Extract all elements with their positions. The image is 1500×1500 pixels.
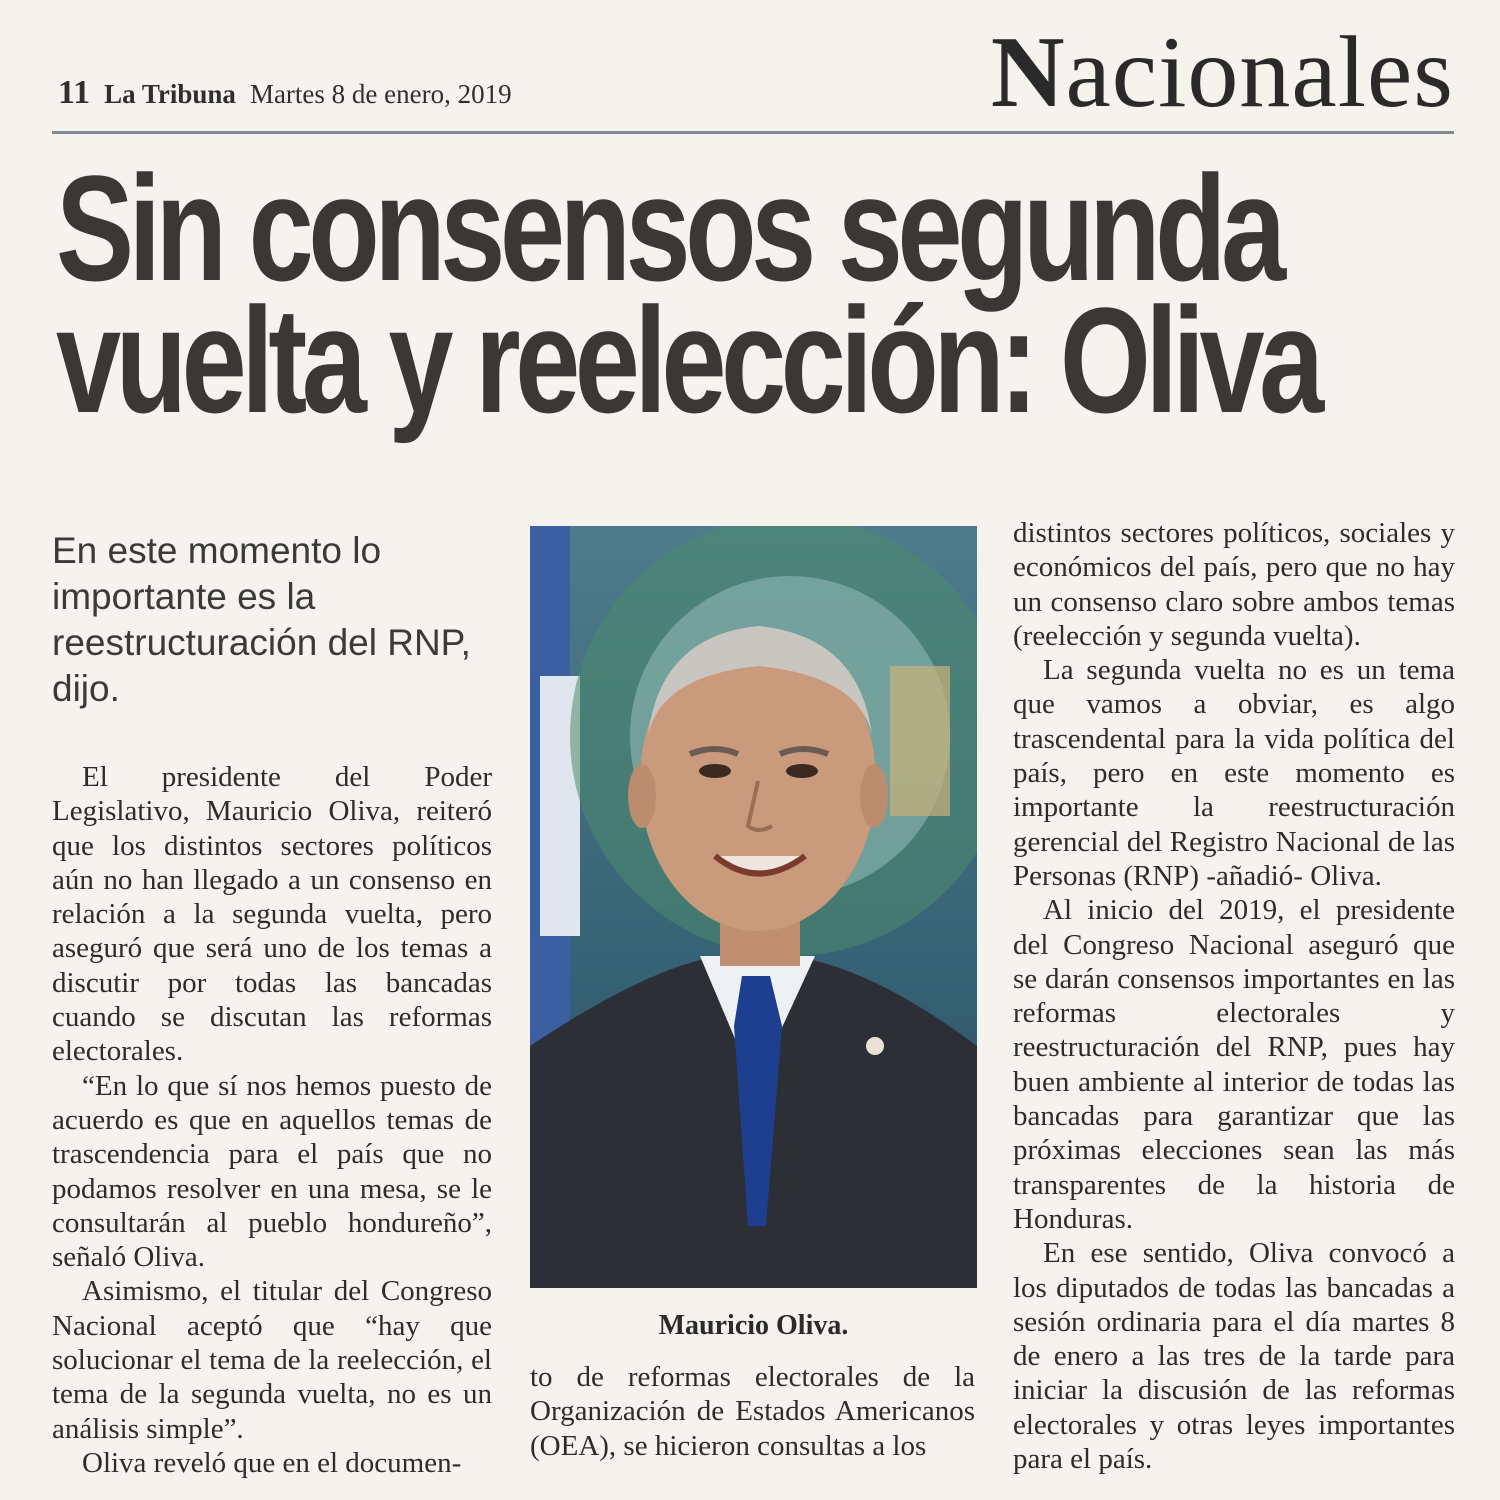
headline-line-2: vuelta y reelección: Oliva bbox=[56, 276, 1319, 444]
publication-name: La Tribuna bbox=[104, 79, 236, 109]
subheadline: En este momento lo importante es la reestructuración del RNP, dijo. bbox=[52, 530, 471, 709]
column-3 bbox=[1013, 516, 1455, 1476]
headline-line-1: Sin consensos segunda bbox=[56, 144, 1281, 312]
headline bbox=[56, 144, 1319, 444]
portrait-photo bbox=[530, 526, 977, 1288]
paragraph: Oliva reveló que en el documen- bbox=[82, 1446, 462, 1479]
paragraph: Al inicio del 2019, el presidente del Congreso Nacional aseguró que se darán consensos importantes en las reformas electorales y reestructuración del RNP, pues hay buen ambiente al interior de todas las bancadas para garantizar que las próximas elecciones sean las más transparentes de la historia de Honduras. bbox=[1013, 894, 1455, 1235]
paragraph: En ese sentido, Oliva convocó a los diputados de todas las bancadas a sesión ordinaria para el día martes 8 de enero a las tres de la tarde para iniciar la discusión de las reformas electorales y otras leyes importantes para el país. bbox=[1013, 1237, 1455, 1476]
photo-caption: Mauricio Oliva. bbox=[658, 1310, 849, 1341]
paragraph: El presidente del Poder Legislativo, Mauricio Oliva, reiteró que los distintos sectores políticos aún no han llegado a un consenso en relación a la segunda vuelta, pero aseguró que será uno de los temas a discutir por todas las bancadas cuando se discutan las reformas electorales. bbox=[52, 761, 492, 1068]
paragraph: Asimismo, el titular del Congreso Nacional aceptó que “hay que solucionar el tema de la reelección, el tema de la segunda vuelta, no es un análisis simple”. bbox=[52, 1275, 492, 1445]
portrait-illustration bbox=[530, 526, 977, 1288]
section-rest: acionales bbox=[1065, 16, 1454, 129]
column-1 bbox=[52, 760, 492, 1480]
section-initial: N bbox=[990, 16, 1066, 129]
paragraph: “En lo que sí nos hemos puesto de acuerdo es que en aquellos temas de trascendencia para el país que no podamos resolver en una mesa, se le consultarán al pueblo hondureño”, señaló Oliva. bbox=[52, 1069, 492, 1274]
section-title bbox=[990, 16, 1454, 129]
column-2 bbox=[530, 1360, 975, 1463]
publication-date: Martes 8 de enero, 2019 bbox=[249, 79, 512, 109]
page-number: 11 bbox=[58, 74, 91, 111]
page-header bbox=[58, 74, 512, 112]
header-rule bbox=[52, 131, 1454, 134]
paragraph: La segunda vuelta no es un tema que vamos a obviar, es algo trascendental para la vida política del país, pero en este momento es importante la reestructuración gerencial del Registro Nacional de las Personas (RNP) -añadió- Oliva. bbox=[1013, 654, 1455, 892]
paragraph: to de reformas electorales de la Organización de Estados Americanos (OEA), se hicieron consultas a los bbox=[530, 1361, 975, 1462]
paragraph-continued: distintos sectores políticos, sociales y económicos del país, pero que no hay un consenso claro sobre ambos temas (reelección y segunda vuelta). bbox=[1013, 517, 1455, 652]
